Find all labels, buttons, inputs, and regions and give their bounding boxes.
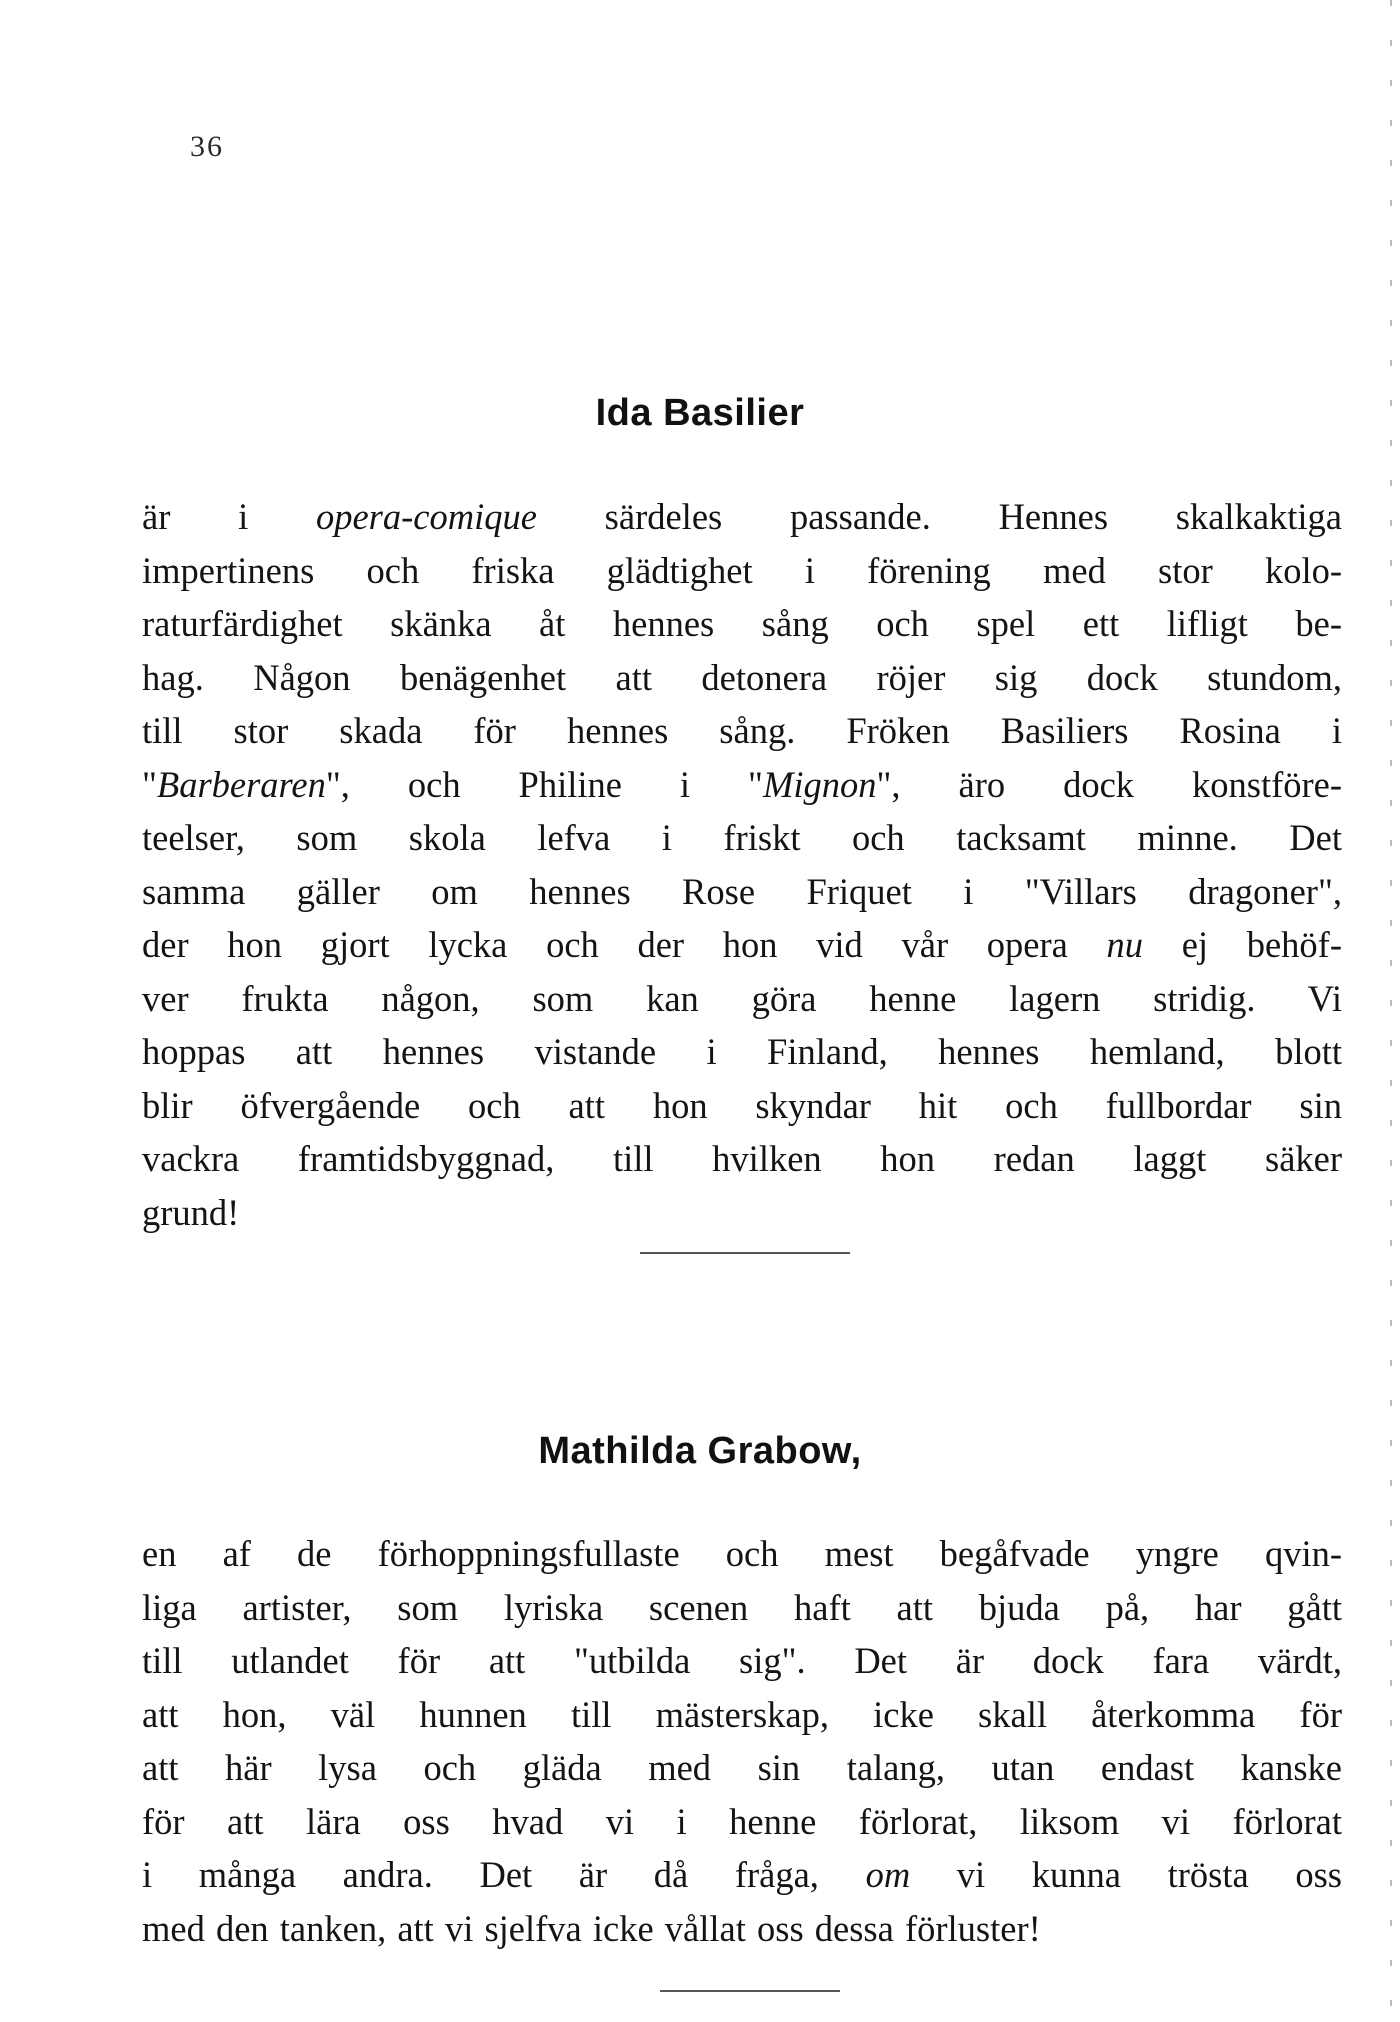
text-line xyxy=(142,651,1342,705)
text-run: liga artister, som lyriska scenen haft att bjuda på, har gått xyxy=(142,1586,1342,1628)
text-run: samma gäller om hennes Rose Friquet i "Villars dragoner", xyxy=(142,870,1342,912)
text-run: raturfärdighet skänka åt hennes sång och spel ett lifligt be- xyxy=(142,603,1342,644)
text-line xyxy=(142,1634,1342,1688)
text-run: " xyxy=(142,763,157,805)
text-run: teelser, som skola lefva i friskt och tacksamt minne. Det xyxy=(142,817,1342,858)
text-run: är i xyxy=(142,496,316,537)
text-line xyxy=(142,490,1342,544)
text-run: hag. Någon benägenhet att detonera röjer sig dock stundom, xyxy=(142,656,1342,698)
text-run: vackra framtidsbyggnad, till hvilken hon redan laggt säker xyxy=(142,1138,1342,1179)
text-line xyxy=(142,704,1342,758)
text-line xyxy=(142,1186,1342,1240)
text-run: blir öfvergående och att hon skyndar hit och fullbordar sin xyxy=(142,1084,1342,1126)
page-edge-marks xyxy=(1390,0,1392,2022)
text-line xyxy=(142,1132,1342,1186)
text-run: till stor skada för hennes sång. Fröken Basiliers Rosina i xyxy=(142,710,1342,751)
text-line xyxy=(142,865,1342,919)
italic-text: opera-comique xyxy=(315,496,537,537)
italic-text: om xyxy=(865,1854,911,1895)
text-run: hoppas att hennes vistande i Finland, hennes hemland, blott xyxy=(142,1031,1342,1072)
text-line xyxy=(142,1581,1342,1635)
section-divider-bottom xyxy=(660,1990,840,1992)
text-line xyxy=(142,1795,1342,1849)
text-run: der hon gjort lycka och der hon vid vår opera xyxy=(142,924,1107,965)
text-run: ej behöf- xyxy=(1143,924,1342,965)
text-run: med den tanken, att vi sjelfva icke vållat oss dessa förluster! xyxy=(142,1907,1041,1949)
text-run: ver frukta någon, som kan göra henne lagern stridig. Vi xyxy=(142,977,1342,1019)
text-line xyxy=(142,758,1342,812)
text-line xyxy=(142,1741,1342,1795)
text-line xyxy=(142,972,1342,1026)
italic-text: Barberaren xyxy=(156,763,326,805)
text-line xyxy=(142,1527,1342,1581)
text-run: i många andra. Det är då fråga, xyxy=(142,1854,866,1895)
text-run: särdeles passande. Hennes skalkaktiga xyxy=(536,496,1342,537)
text-line xyxy=(142,1848,1342,1902)
text-line xyxy=(142,544,1342,598)
text-line xyxy=(142,811,1342,865)
section-heading-mathilda-grabow: Mathilda Grabow, xyxy=(538,1430,862,1472)
italic-text: Mignon xyxy=(762,763,877,805)
text-run: vi kunna trösta oss xyxy=(910,1854,1342,1895)
text-run: grund! xyxy=(142,1191,240,1233)
text-run: att hon, väl hunnen till mästerskap, icke skall återkomma för xyxy=(142,1693,1342,1735)
text-line xyxy=(142,597,1342,651)
page-number: 36 xyxy=(190,130,224,163)
text-line xyxy=(142,1079,1342,1133)
text-run: till utlandet för att "utbilda sig". Det är dock fara värdt, xyxy=(142,1640,1342,1681)
section-body-mathilda-grabow xyxy=(142,1527,1342,1955)
text-run: för att lära oss hvad vi i henne förlorat, liksom vi förlorat xyxy=(142,1800,1342,1842)
text-run: ", och Philine i " xyxy=(325,763,763,805)
text-line xyxy=(142,1025,1342,1079)
text-run: ", äro dock konstföre- xyxy=(876,763,1342,805)
section-heading-ida-basilier: Ida Basilier xyxy=(595,392,805,434)
text-run: en af de förhoppningsfullaste och mest begåfvade yngre qvin- xyxy=(142,1533,1342,1574)
text-run: att här lysa och glädа med sin talang, utan endast kanske xyxy=(142,1747,1342,1788)
section-divider xyxy=(640,1252,850,1254)
italic-text: nu xyxy=(1106,924,1144,965)
text-run: impertinens och friska glädtighet i förening med stor kolo- xyxy=(142,549,1342,591)
text-line xyxy=(142,918,1342,972)
text-line xyxy=(142,1902,1342,1956)
text-line xyxy=(142,1688,1342,1742)
section-body-ida-basilier xyxy=(142,490,1342,1239)
